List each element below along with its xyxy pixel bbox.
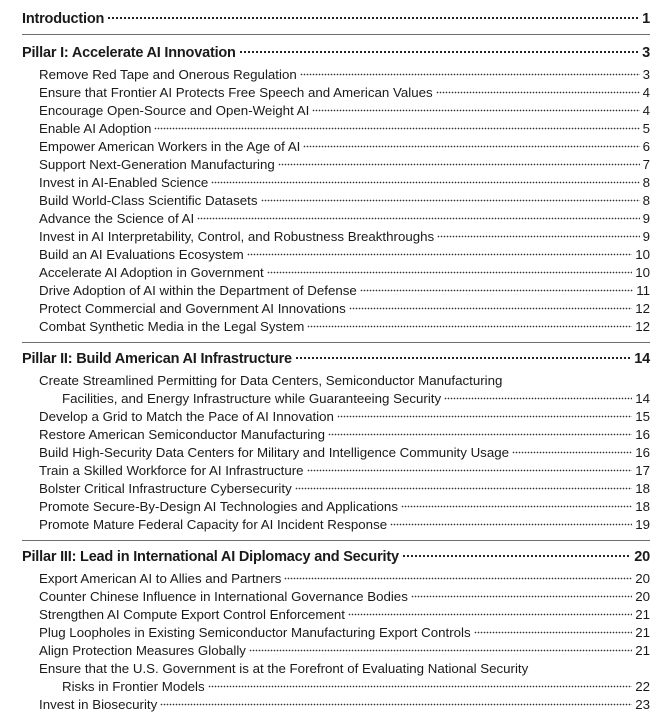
dot-leader: [436, 91, 640, 94]
toc-subentry[interactable]: [22, 174, 650, 192]
toc-subentry[interactable]: [22, 138, 650, 156]
toc-entry-label: Pillar II: Build American AI Infrastructure: [22, 351, 292, 367]
toc-entry-label: Develop a Grid to Match the Pace of AI Innovation: [39, 409, 334, 424]
toc-page-number: 3: [642, 45, 650, 61]
toc-entry-label: Build an AI Evaluations Ecosystem: [39, 247, 244, 262]
toc-page-number: 3: [642, 67, 650, 82]
toc-subentry[interactable]: [22, 624, 650, 642]
toc-subentry[interactable]: [22, 318, 650, 336]
toc-entry-label: Advance the Science of AI: [39, 211, 195, 226]
dot-leader: [337, 415, 632, 418]
toc-page-number: 9: [642, 229, 650, 244]
dot-leader: [411, 595, 632, 598]
toc-subentry[interactable]: [22, 228, 650, 246]
toc-entry-label: Bolster Critical Infrastructure Cybersecurity: [39, 481, 292, 496]
toc-page-number: 8: [642, 193, 650, 208]
toc-subentry[interactable]: [22, 498, 650, 516]
toc-subentry[interactable]: [22, 156, 650, 174]
toc-entry-label: Ensure that Frontier AI Protects Free Speech and American Values: [39, 85, 433, 100]
toc-page-number: 20: [635, 571, 650, 586]
toc-entry-label: Plug Loopholes in Existing Semiconductor Manufacturing Export Controls: [39, 625, 471, 640]
toc-page-number: 16: [635, 445, 650, 460]
dot-leader: [239, 50, 639, 54]
toc-page-number: 14: [635, 391, 650, 406]
toc-subentry[interactable]: [22, 570, 650, 588]
dot-leader: [160, 703, 632, 706]
dot-leader: [154, 127, 639, 130]
dot-leader: [390, 523, 632, 526]
toc-subentry[interactable]: [22, 462, 650, 480]
toc-entry-label: Enable AI Adoption: [39, 121, 152, 136]
toc-page-number: 7: [642, 157, 650, 172]
toc-page-number: 23: [635, 697, 650, 712]
toc-page-number: 21: [635, 643, 650, 658]
toc-entry-pillar-2[interactable]: [22, 350, 650, 368]
toc-subentry[interactable]: [22, 264, 650, 282]
toc-entry-introduction[interactable]: [22, 10, 650, 28]
toc-page-number: 16: [635, 427, 650, 442]
toc-section-pillar-2: [22, 350, 650, 541]
dot-leader: [211, 181, 639, 184]
toc-page-number: 4: [642, 103, 650, 118]
toc-page-number: 9: [642, 211, 650, 226]
toc-entry-label-line2: Risks in Frontier Models: [62, 679, 205, 694]
toc-subentry-permitting[interactable]: [22, 372, 650, 408]
toc-entry-label: Empower American Workers in the Age of AI: [39, 139, 301, 154]
dot-leader: [197, 217, 639, 220]
dot-leader: [512, 451, 632, 454]
toc-entry-label: Strengthen AI Compute Export Control Enforcement: [39, 607, 345, 622]
dot-leader: [401, 505, 632, 508]
toc-entry-label-line1: Create Streamlined Permitting for Data Centers, Semiconductor Manufacturing: [39, 373, 503, 388]
toc-entry-label: Support Next-Generation Manufacturing: [39, 157, 275, 172]
dot-leader: [267, 271, 633, 274]
toc-subentry[interactable]: [22, 120, 650, 138]
toc-page-number: 4: [642, 85, 650, 100]
toc-entry-label: Train a Skilled Workforce for AI Infrastructure: [39, 463, 304, 478]
toc-entry-label: Remove Red Tape and Onerous Regulation: [39, 67, 297, 82]
dot-leader: [303, 145, 639, 148]
toc-entry-pillar-1[interactable]: [22, 44, 650, 62]
toc-page-number: 5: [642, 121, 650, 136]
toc-section-pillar-1: [22, 44, 650, 343]
toc-entry-label-line2: Facilities, and Energy Infrastructure while Guaranteeing Security: [62, 391, 442, 406]
toc-entry-label: Introduction: [22, 11, 105, 27]
toc-page-number: 10: [635, 247, 650, 262]
dot-leader: [208, 685, 633, 688]
toc-page-number: 17: [635, 463, 650, 478]
toc-page-number: 12: [635, 301, 650, 316]
toc-page-number: 6: [642, 139, 650, 154]
toc-entry-label: Build World-Class Scientific Datasets: [39, 193, 258, 208]
toc-page-number: 1: [642, 11, 650, 27]
dot-leader: [278, 163, 640, 166]
toc-subentry[interactable]: [22, 210, 650, 228]
toc-page-number: 14: [634, 351, 650, 367]
toc-page-number: 15: [635, 409, 650, 424]
toc-page-number: 20: [635, 589, 650, 604]
toc-subentry-list: [22, 570, 650, 660]
toc-entry-label: Export American AI to Allies and Partners: [39, 571, 282, 586]
toc-entry-label: Counter Chinese Influence in International Governance Bodies: [39, 589, 408, 604]
toc-subentry[interactable]: [22, 426, 650, 444]
toc-page-number: 10: [635, 265, 650, 280]
dot-leader: [402, 554, 631, 558]
toc-subentry[interactable]: [22, 300, 650, 318]
toc-page-number: 11: [636, 283, 650, 298]
dot-leader: [437, 235, 639, 238]
toc-subentry-evaluating-risks[interactable]: [22, 660, 650, 696]
dot-leader: [360, 289, 633, 292]
dot-leader: [348, 613, 632, 616]
dot-leader: [349, 307, 632, 310]
dot-leader: [300, 73, 640, 76]
dot-leader: [295, 487, 632, 490]
toc-entry-label: Pillar III: Lead in International AI Diplomacy and Security: [22, 549, 399, 565]
toc-entry-label: Accelerate AI Adoption in Government: [39, 265, 264, 280]
toc-entry-label: Invest in AI Interpretability, Control, and Robustness Breakthroughs: [39, 229, 435, 244]
toc-page-number: 18: [635, 499, 650, 514]
toc-entry-label: Invest in Biosecurity: [39, 697, 158, 712]
toc-entry-label: Restore American Semiconductor Manufacturing: [39, 427, 326, 442]
toc-subentry[interactable]: [22, 480, 650, 498]
toc-subentry[interactable]: [22, 588, 650, 606]
toc-subentry[interactable]: [22, 66, 650, 84]
dot-leader: [247, 253, 632, 256]
toc-entry-label: Build High-Security Data Centers for Military and Intelligence Community Usage: [39, 445, 510, 460]
toc-entry-pillar-3[interactable]: [22, 548, 650, 566]
toc-section-introduction: [22, 10, 650, 35]
toc-subentry-list: [22, 66, 650, 336]
toc-entry-label: Align Protection Measures Globally: [39, 643, 246, 658]
toc-subentry-list: [22, 408, 650, 534]
dot-leader: [444, 397, 632, 400]
toc-subentry[interactable]: [22, 444, 650, 462]
toc-entry-label: Drive Adoption of AI within the Department of Defense: [39, 283, 357, 298]
toc-subentry[interactable]: [22, 246, 650, 264]
toc-subentry[interactable]: [22, 102, 650, 120]
toc-entry-label: Promote Secure-By-Design AI Technologies and Applications: [39, 499, 398, 514]
toc-subentry[interactable]: [22, 516, 650, 534]
toc-entry-label-line1: Ensure that the U.S. Government is at the Forefront of Evaluating National Security: [39, 661, 529, 676]
toc-page-number: 12: [635, 319, 650, 334]
toc-subentry[interactable]: [22, 408, 650, 426]
toc-page-number: 8: [642, 175, 650, 190]
toc-subentry[interactable]: [22, 606, 650, 624]
toc-page-number: 21: [635, 625, 650, 640]
toc-page-number: 19: [635, 517, 650, 532]
toc-page-number: 22: [635, 679, 650, 694]
toc-subentry-biosecurity[interactable]: [22, 696, 650, 714]
toc-page-number: 20: [634, 549, 650, 565]
dot-leader: [328, 433, 632, 436]
toc-subentry[interactable]: [22, 192, 650, 210]
toc-entry-label: Combat Synthetic Media in the Legal System: [39, 319, 305, 334]
toc-subentry[interactable]: [22, 642, 650, 660]
dot-leader: [307, 325, 632, 328]
toc-entry-label: Protect Commercial and Government AI Innovations: [39, 301, 346, 316]
toc-subentry[interactable]: [22, 282, 650, 300]
toc-section-pillar-3: [22, 548, 650, 723]
dot-leader: [261, 199, 640, 202]
toc-subentry[interactable]: [22, 84, 650, 102]
dot-leader: [284, 577, 632, 580]
toc-entry-label: Pillar I: Accelerate AI Innovation: [22, 45, 236, 61]
toc-page-number: 21: [635, 607, 650, 622]
dot-leader: [249, 649, 632, 652]
toc-entry-label: Invest in AI-Enabled Science: [39, 175, 209, 190]
dot-leader: [312, 109, 639, 112]
dot-leader: [295, 356, 631, 360]
dot-leader: [474, 631, 633, 634]
toc-entry-label: Encourage Open-Source and Open-Weight AI: [39, 103, 310, 118]
toc-entry-label: Promote Mature Federal Capacity for AI Incident Response: [39, 517, 388, 532]
dot-leader: [307, 469, 633, 472]
dot-leader: [107, 16, 639, 20]
toc-page-number: 18: [635, 481, 650, 496]
